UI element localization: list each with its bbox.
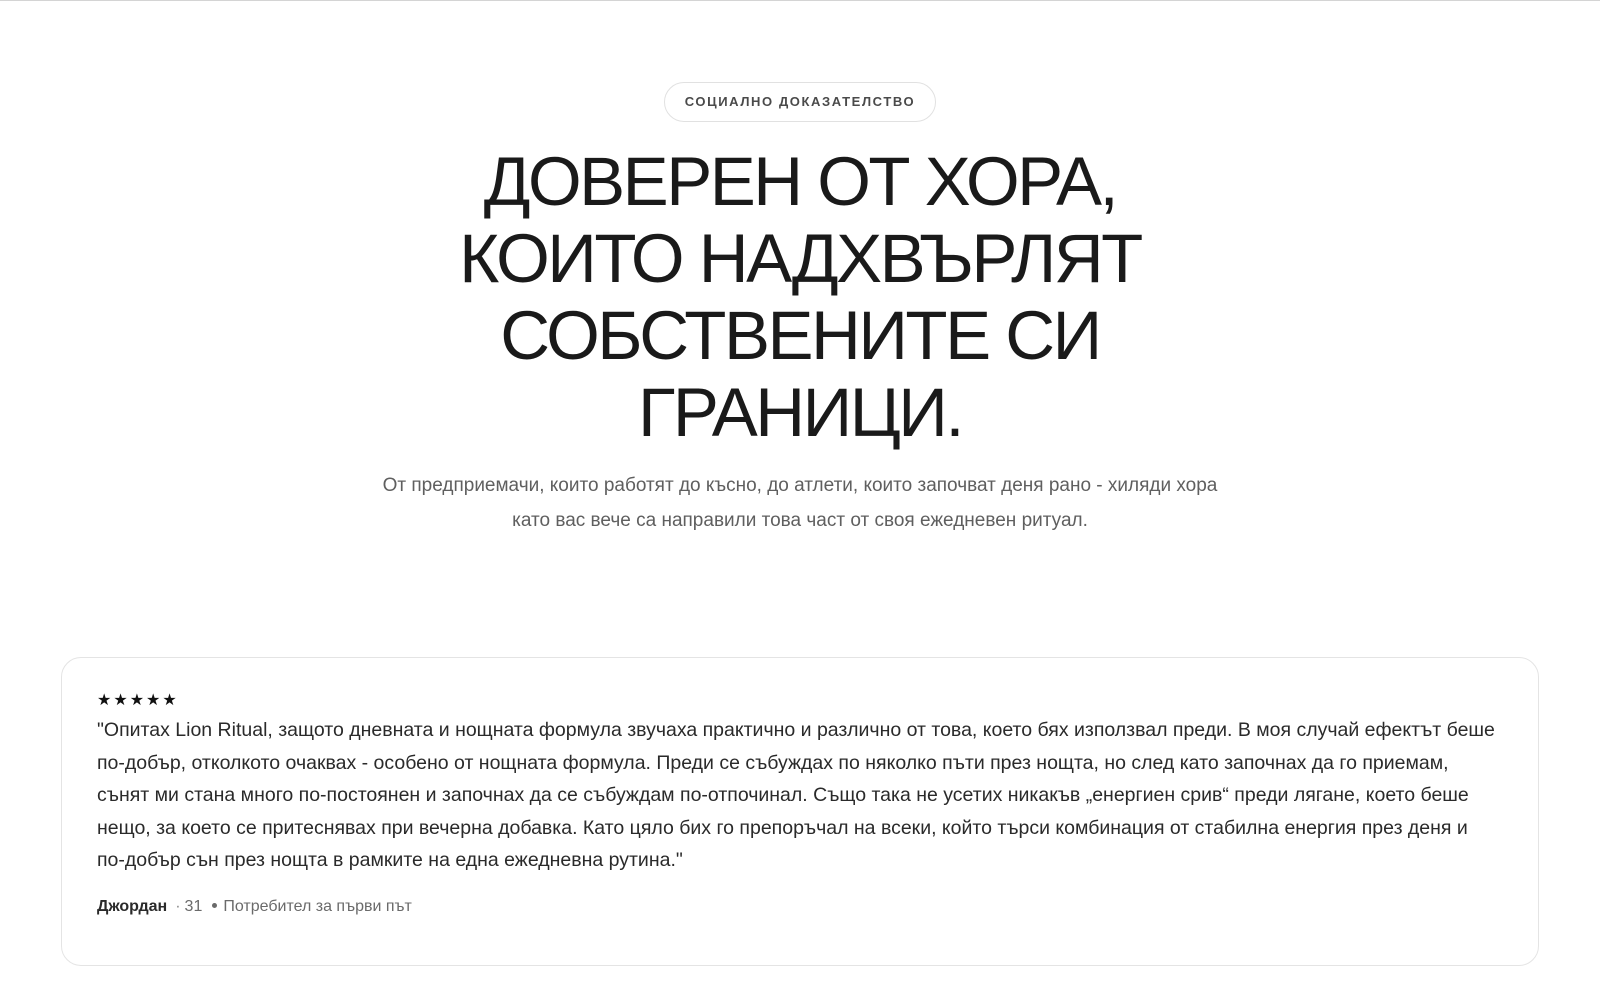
testimonial-quote: "Опитах Lion Ritual, защото дневната и нощната формула звучаха практично и различно от това, което бях използвал преди. В моя случай ефектът беше по-добър, отколкото очаквах - особено от нощната формула. Преди се събуждах по няколко пъти през нощта, но след като започнах да го приемам, сънят ми стана много по-постоянен и започнах да се събуждам по-отпочинал. Също така не усетих никакъв „енергиен срив“ преди лягане, което беше нещо, за което се притеснявах при вечерна добавка. Като цяло бих го препоръчал на всеки, който търси комбинация от стабилна енергия през деня и по-добър сън през нощта в рамките на една ежедневна рутина." [97, 719, 1495, 871]
eyebrow-wrapper [0, 82, 1600, 122]
top-divider [0, 0, 1600, 1]
section-subheading: От предприемачи, които работят до късно, до атлети, които започват деня рано - хиляди хора като вас вече са направили това част от своя ежедневен ритуал. [382, 475, 1218, 531]
section-headline: ДОВЕРЕН ОТ ХОРА, КОИТО НАДХВЪРЛЯТ СОБСТВЕНИТЕ СИ ГРАНИЦИ. [459, 143, 1141, 451]
author-tag: Потребител за първи път [223, 898, 412, 915]
star-rating: ★★★★★ [97, 690, 179, 709]
testimonial-byline [97, 898, 412, 916]
author-name: Джордан [97, 898, 168, 915]
testimonial-card [61, 657, 1539, 966]
author-age: 31 [184, 898, 203, 915]
byline-separator: · [175, 898, 181, 915]
section-eyebrow-badge: СОЦИАЛНО ДОКАЗАТЕЛСТВО [664, 82, 937, 122]
bullet-dot-icon [212, 903, 217, 908]
